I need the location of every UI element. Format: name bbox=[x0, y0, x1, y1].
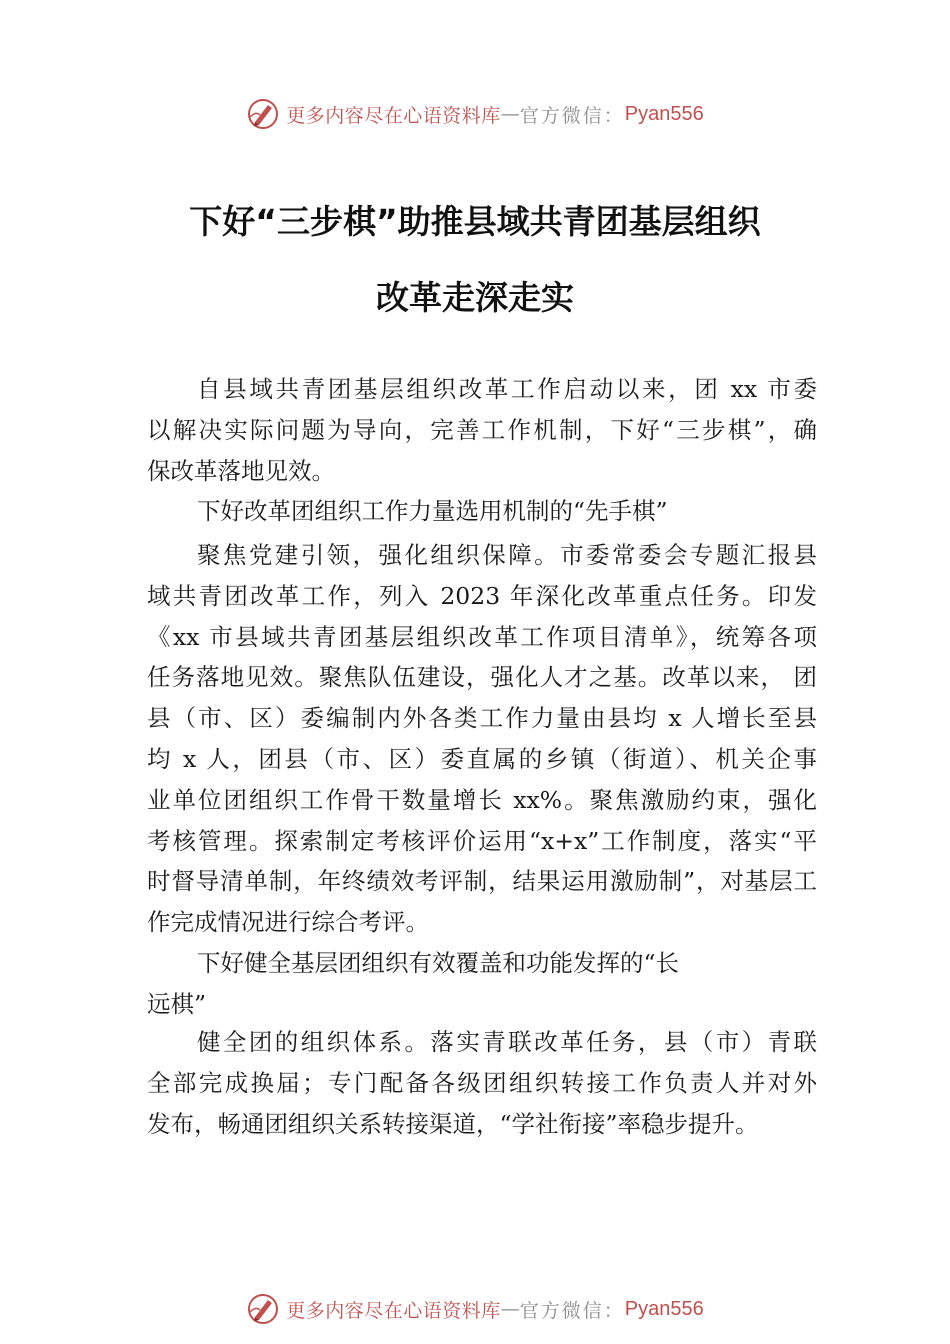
text-line: 全部完成换届；专门配备各级团组织转接工作负责人并对外 bbox=[147, 1068, 817, 1097]
source-label: 更多内容尽在心语资料库 bbox=[286, 104, 501, 127]
text-line: 业单位团组织工作骨干数量增长 xx%。聚焦激励约束，强化 bbox=[147, 785, 817, 814]
text-line: 域共青团改革工作，列入 2023 年深化改革重点任务。印发 bbox=[147, 581, 817, 610]
pen-logo-icon bbox=[246, 1292, 280, 1326]
section-1-paragraph bbox=[147, 535, 817, 943]
section-1-heading bbox=[147, 491, 817, 532]
section-heading-text: 下好改革团组织工作力量选用机制的“先手棋” bbox=[197, 497, 668, 525]
source-label: 更多内容尽在心语资料库 bbox=[286, 1299, 501, 1322]
banner-separator: — bbox=[500, 1298, 520, 1320]
wechat-label: 官方微信： bbox=[519, 1299, 625, 1322]
section-heading-text: 远棋” bbox=[147, 989, 207, 1018]
text-line: 考核管理。探索制定考核评价运用“x+x”工作制度，落实“平 bbox=[147, 826, 817, 855]
text-line: 县（市、区）委编制内外各类工作力量由县均 x 人增长至县 bbox=[147, 704, 817, 733]
text-line: 保改革落地见效。 bbox=[147, 456, 335, 485]
text-line: 《xx 市县域共青团基层组织改革工作项目清单》，统筹各项 bbox=[147, 622, 817, 651]
wechat-label: 官方微信： bbox=[519, 104, 625, 127]
text-line: 时督导清单制，年终绩效考评制，结果运用激励制”，对基层工 bbox=[147, 867, 817, 896]
footer-banner bbox=[0, 1289, 950, 1329]
section-heading-text: 下好健全基层团组织有效覆盖和功能发挥的“长 bbox=[197, 949, 680, 977]
section-2-heading bbox=[147, 943, 817, 1025]
intro-paragraph bbox=[147, 369, 817, 491]
text-line: 发布，畅通团组织关系转接渠道，“学社衔接”率稳步提升。 bbox=[147, 1109, 759, 1138]
wechat-id: Pyan556 bbox=[624, 102, 704, 125]
text-line: 以解决实际问题为导向，完善工作机制，下好“三步棋”，确 bbox=[147, 415, 817, 444]
document-title-line-2: 改革走深走实 bbox=[376, 278, 574, 317]
pen-logo-icon bbox=[246, 97, 280, 131]
text-line: 作完成情况进行综合考评。 bbox=[147, 908, 429, 937]
text-line: 均 x 人，团县（市、区）委直属的乡镇（街道）、机关企事 bbox=[147, 744, 817, 773]
text-line: 自县域共青团基层组织改革工作启动以来，团 xx 市委 bbox=[197, 375, 817, 403]
wechat-id: Pyan556 bbox=[624, 1297, 704, 1320]
text-line: 健全团的组织体系。落实青联改革任务，县（市）青联 bbox=[197, 1028, 817, 1056]
section-2-paragraph bbox=[147, 1022, 817, 1144]
text-line: 聚焦党建引领，强化组织保障。市委常委会专题汇报县 bbox=[197, 541, 817, 569]
header-banner bbox=[0, 94, 950, 134]
document-title-line-1: 下好“三步棋”助推县域共青团基层组织 bbox=[189, 202, 761, 241]
text-line: 任务落地见效。聚焦队伍建设，强化人才之基。改革以来， 团 bbox=[147, 663, 817, 692]
banner-separator: — bbox=[500, 103, 520, 125]
